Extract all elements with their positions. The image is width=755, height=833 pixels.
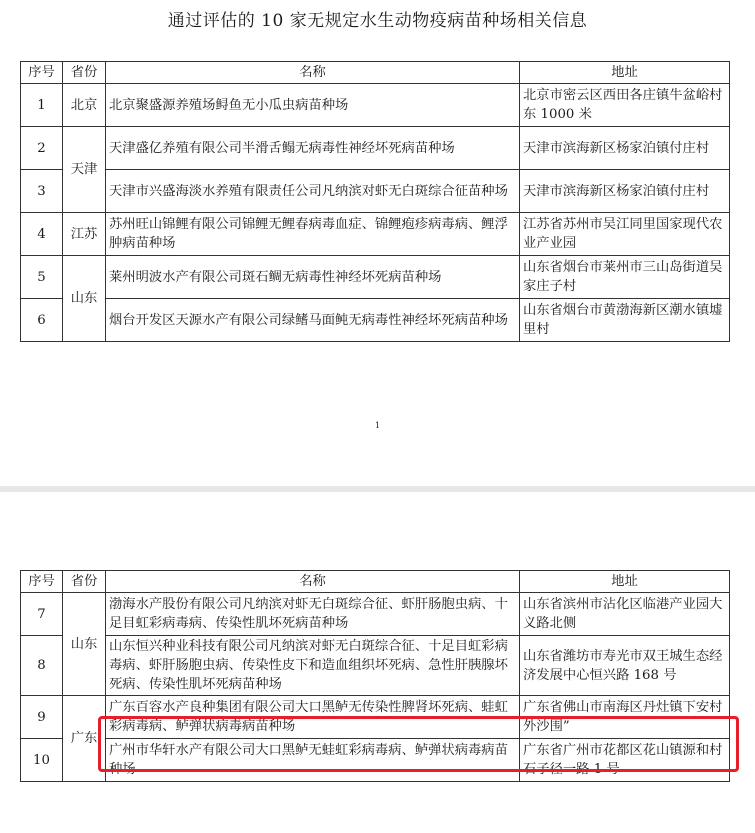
farm-name: 山东恒兴种业科技有限公司凡纳滨对虾无白斑综合征、十足目虹彩病毒病、虾肝肠胞虫病、传染性皮下和造血组织坏死病、急性肝胰腺坏死病、传染性肌坏死病苗种场 xyxy=(106,636,520,696)
farm-address: 山东省烟台市莱州市三山岛街道吴家庄子村 xyxy=(520,256,730,299)
page-number: 1 xyxy=(374,421,381,430)
row-number: 6 xyxy=(21,299,63,342)
table-row xyxy=(21,696,730,739)
header-no: 序号 xyxy=(21,62,63,84)
province-cell: 北京 xyxy=(63,84,106,127)
header-province: 省份 xyxy=(63,62,106,84)
farm-name: 渤海水产股份有限公司凡纳滨对虾无白斑综合征、虾肝肠胞虫病、十足目虹彩病毒病、传染性肌坏死病苗种场 xyxy=(106,593,520,636)
farm-address: 广东省广州市花都区花山镇源和村石子径一路 1 号 xyxy=(520,739,730,782)
page-title: 通过评估的 10 家无规定水生动物疫病苗种场相关信息 xyxy=(167,11,588,31)
row-number: 4 xyxy=(21,213,63,256)
row-number: 9 xyxy=(21,696,63,739)
table-header-row xyxy=(21,571,730,593)
header-address: 地址 xyxy=(520,62,730,84)
farm-address: 山东省潍坊市寿光市双王城生态经济发展中心恒兴路 168 号 xyxy=(520,636,730,696)
header-name: 名称 xyxy=(106,62,520,84)
farm-name: 天津市兴盛海淡水养殖有限责任公司凡纳滨对虾无白斑综合征苗种场 xyxy=(106,170,520,213)
farm-address: 广东省佛山市南海区丹灶镇下安村 外沙围” xyxy=(520,696,730,739)
table-row xyxy=(21,593,730,636)
farm-name: 广州市华轩水产有限公司大口黑鲈无蛙虹彩病毒病、鲈弹状病毒病苗种场 xyxy=(106,739,520,782)
row-number: 7 xyxy=(21,593,63,636)
farm-name: 北京聚盛源养殖场鲟鱼无小瓜虫病苗种场 xyxy=(106,84,520,127)
province-cell: 广东 xyxy=(63,696,106,782)
farm-address: 天津市滨海新区杨家泊镇付庄村 xyxy=(520,127,730,170)
farm-table-page-2 xyxy=(20,570,730,782)
farm-address: 山东省滨州市沾化区临港产业园大义路北侧 xyxy=(520,593,730,636)
farm-name: 莱州明波水产有限公司斑石鲷无病毒性神经坏死病苗种场 xyxy=(106,256,520,299)
page-separator xyxy=(0,486,755,492)
province-cell: 江苏 xyxy=(63,213,106,256)
table-row xyxy=(21,739,730,782)
farm-name: 广东百容水产良种集团有限公司大口黑鲈无传染性脾肾坏死病、蛙虹彩病毒病、鲈弹状病毒病苗种场 xyxy=(106,696,520,739)
row-number: 8 xyxy=(21,636,63,696)
header-no: 序号 xyxy=(21,571,63,593)
table-row xyxy=(21,256,730,299)
row-number: 10 xyxy=(21,739,63,782)
row-number: 1 xyxy=(21,84,63,127)
farm-address: 天津市滨海新区杨家泊镇付庄村 xyxy=(520,170,730,213)
header-province: 省份 xyxy=(63,571,106,593)
farm-table-page-1 xyxy=(20,61,730,342)
farm-name: 苏州旺山锦鲤有限公司锦鲤无鲤春病毒血症、锦鲤疱疹病毒病、鲤浮肿病苗种场 xyxy=(106,213,520,256)
farm-name: 烟台开发区天源水产有限公司绿鳍马面鲀无病毒性神经坏死病苗种场 xyxy=(106,299,520,342)
table-row xyxy=(21,636,730,696)
row-number: 3 xyxy=(21,170,63,213)
row-number: 5 xyxy=(21,256,63,299)
farm-address: 江苏省苏州市吴江同里国家现代农业产业园 xyxy=(520,213,730,256)
table-row xyxy=(21,213,730,256)
table-row xyxy=(21,170,730,213)
table-header-row xyxy=(21,62,730,84)
farm-address: 山东省烟台市黄渤海新区潮水镇墟里村 xyxy=(520,299,730,342)
farm-name: 天津盛亿养殖有限公司半滑舌鳎无病毒性神经坏死病苗种场 xyxy=(106,127,520,170)
province-cell: 山东 xyxy=(63,593,106,696)
header-address: 地址 xyxy=(520,571,730,593)
farm-address: 北京市密云区西田各庄镇牛盆峪村东 1000 米 xyxy=(520,84,730,127)
table-row xyxy=(21,127,730,170)
province-cell: 山东 xyxy=(63,256,106,342)
header-name: 名称 xyxy=(106,571,520,593)
province-cell: 天津 xyxy=(63,127,106,213)
row-number: 2 xyxy=(21,127,63,170)
table-row xyxy=(21,84,730,127)
table-row xyxy=(21,299,730,342)
